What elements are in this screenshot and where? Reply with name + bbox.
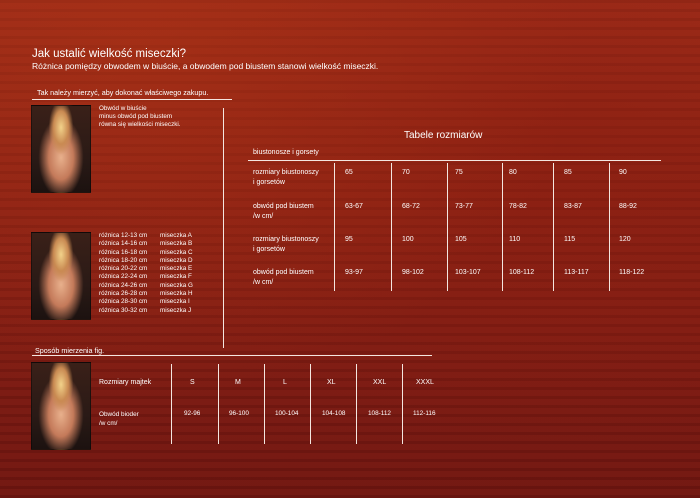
column-divider — [310, 364, 311, 444]
hip-value: 92-96 — [184, 410, 201, 417]
measure-note-line: minus obwód pod biustem — [99, 113, 173, 120]
panty-size: XXL — [373, 379, 387, 386]
panty-size: M — [235, 379, 241, 386]
list-item — [99, 290, 193, 298]
table-cell: 85 — [564, 169, 572, 176]
cup-value: miseczka I — [160, 298, 190, 306]
model-photo-hips — [31, 362, 91, 450]
measure-heading: Tak należy mierzyć, aby dokonać właściwego zakupu. — [37, 88, 209, 97]
list-item — [99, 265, 193, 273]
table-cell: 95 — [345, 236, 353, 243]
table-cell: 108-112 — [509, 269, 535, 276]
cup-value: miseczka D — [160, 256, 193, 264]
row-label-line: /w cm/ — [253, 213, 274, 220]
section-divider — [223, 108, 224, 348]
table-cell: 113-117 — [564, 269, 589, 276]
difference-value: różnica 12-13 cm — [99, 232, 148, 239]
difference-value: różnica 28-30 cm — [99, 298, 148, 306]
hip-value: 112-116 — [413, 410, 436, 417]
list-item — [99, 240, 193, 248]
column-divider — [447, 163, 448, 291]
table-cell: 98-102 — [402, 269, 424, 276]
panty-size: L — [283, 379, 287, 386]
cup-value: miseczka B — [160, 240, 193, 248]
column-divider — [609, 163, 610, 291]
cup-value: miseczka C — [160, 248, 193, 256]
column-divider — [334, 163, 335, 291]
list-item — [99, 257, 193, 265]
table-cell: 105 — [455, 236, 467, 243]
difference-value: różnica 14-16 cm — [99, 240, 148, 248]
table-cell: 115 — [564, 236, 576, 243]
cup-value: miseczka A — [160, 232, 192, 239]
cup-value: miseczka E — [160, 265, 193, 273]
difference-value: różnica 20-22 cm — [99, 265, 148, 273]
table-cell: 110 — [509, 236, 521, 243]
table-cell: 118-122 — [619, 269, 645, 276]
difference-value: różnica 16-18 cm — [99, 248, 148, 256]
table-cell: 78-82 — [509, 203, 527, 210]
row-label-line: /w cm/ — [253, 279, 274, 286]
list-item — [99, 282, 193, 290]
page-subtitle: Różnica pomiędzy obwodem w biuście, a obwodem pod biustem stanowi wielkość miseczki. — [32, 61, 379, 71]
measure-note — [99, 105, 181, 129]
table-cell: 65 — [345, 169, 353, 176]
panties-heading-rule — [32, 355, 432, 356]
row-label-line: rozmiary biustonoszy — [253, 236, 319, 243]
measure-heading-rule — [32, 99, 232, 100]
row-label-line: obwód pod biustem — [253, 269, 314, 276]
table-cell: 83-87 — [564, 203, 582, 210]
row-label-line: obwód pod biustem — [253, 203, 314, 210]
table-cell: 120 — [619, 236, 631, 243]
column-divider — [171, 364, 172, 444]
column-divider — [218, 364, 219, 444]
table-cell: 90 — [619, 169, 627, 176]
list-item — [99, 298, 193, 306]
table-cell: 68-72 — [402, 203, 420, 210]
panties-size-label: Rozmiary majtek — [99, 379, 152, 386]
column-divider — [553, 163, 554, 291]
page-title: Jak ustalić wielkość miseczki? — [32, 48, 187, 60]
list-item — [99, 232, 193, 240]
row-label-line: i gorsetów — [253, 246, 285, 253]
column-divider — [402, 364, 403, 444]
cup-value: miseczka F — [160, 273, 192, 281]
column-divider — [356, 364, 357, 444]
cup-value: miseczka G — [160, 281, 193, 289]
hip-label-line: /w cm/ — [99, 420, 118, 427]
table-cell: 93-97 — [345, 269, 363, 276]
hip-label-line: Obwód bioder — [99, 411, 139, 418]
cup-value: miseczka H — [160, 290, 193, 298]
measure-note-line: Obwód w biuście — [99, 105, 147, 112]
column-divider — [391, 163, 392, 291]
panty-size: XL — [327, 379, 336, 386]
table-cell: 88-92 — [619, 203, 637, 210]
hip-value: 100-104 — [275, 410, 299, 417]
difference-value: różnica 18-20 cm — [99, 256, 148, 264]
table-cell: 73-77 — [455, 203, 473, 210]
table-cell: 63-67 — [345, 203, 363, 210]
difference-value: różnica 30-32 cm — [99, 306, 148, 314]
panty-size: XXXL — [416, 379, 434, 386]
column-divider — [264, 364, 265, 444]
table-cell: 100 — [402, 236, 414, 243]
cup-difference-list — [99, 232, 193, 315]
list-item — [99, 249, 193, 257]
difference-value: różnica 26-28 cm — [99, 290, 148, 298]
row-label — [253, 268, 314, 288]
model-photo-cup — [31, 232, 91, 320]
hip-value: 104-108 — [322, 410, 346, 417]
model-photo-bust — [31, 105, 91, 193]
table-cell: 75 — [455, 169, 463, 176]
hip-value: 96-100 — [229, 410, 249, 417]
hip-value: 108-112 — [368, 410, 391, 417]
table-cell: 80 — [509, 169, 517, 176]
size-table-rule — [248, 160, 661, 161]
table-cell: 103-107 — [455, 269, 481, 276]
table-cell: 70 — [402, 169, 410, 176]
row-label-line: rozmiary biustonoszy — [253, 169, 319, 176]
panties-heading: Sposób mierzenia fig. — [35, 346, 105, 355]
size-table-subtitle: biustonosze i gorsety — [253, 149, 319, 156]
measure-note-line: równa się wielkości miseczki. — [99, 121, 181, 128]
list-item — [99, 307, 193, 315]
difference-value: różnica 24-26 cm — [99, 281, 148, 289]
cup-value: miseczka J — [160, 306, 192, 314]
row-label-line: i gorsetów — [253, 179, 285, 186]
column-divider — [502, 163, 503, 291]
panties-hip-label — [99, 410, 139, 428]
row-label — [253, 168, 319, 188]
size-table-title: Tabele rozmiarów — [404, 130, 483, 141]
row-label — [253, 235, 319, 255]
row-label — [253, 202, 314, 222]
difference-value: różnica 22-24 cm — [99, 273, 148, 281]
list-item — [99, 273, 193, 281]
panty-size: S — [190, 379, 195, 386]
